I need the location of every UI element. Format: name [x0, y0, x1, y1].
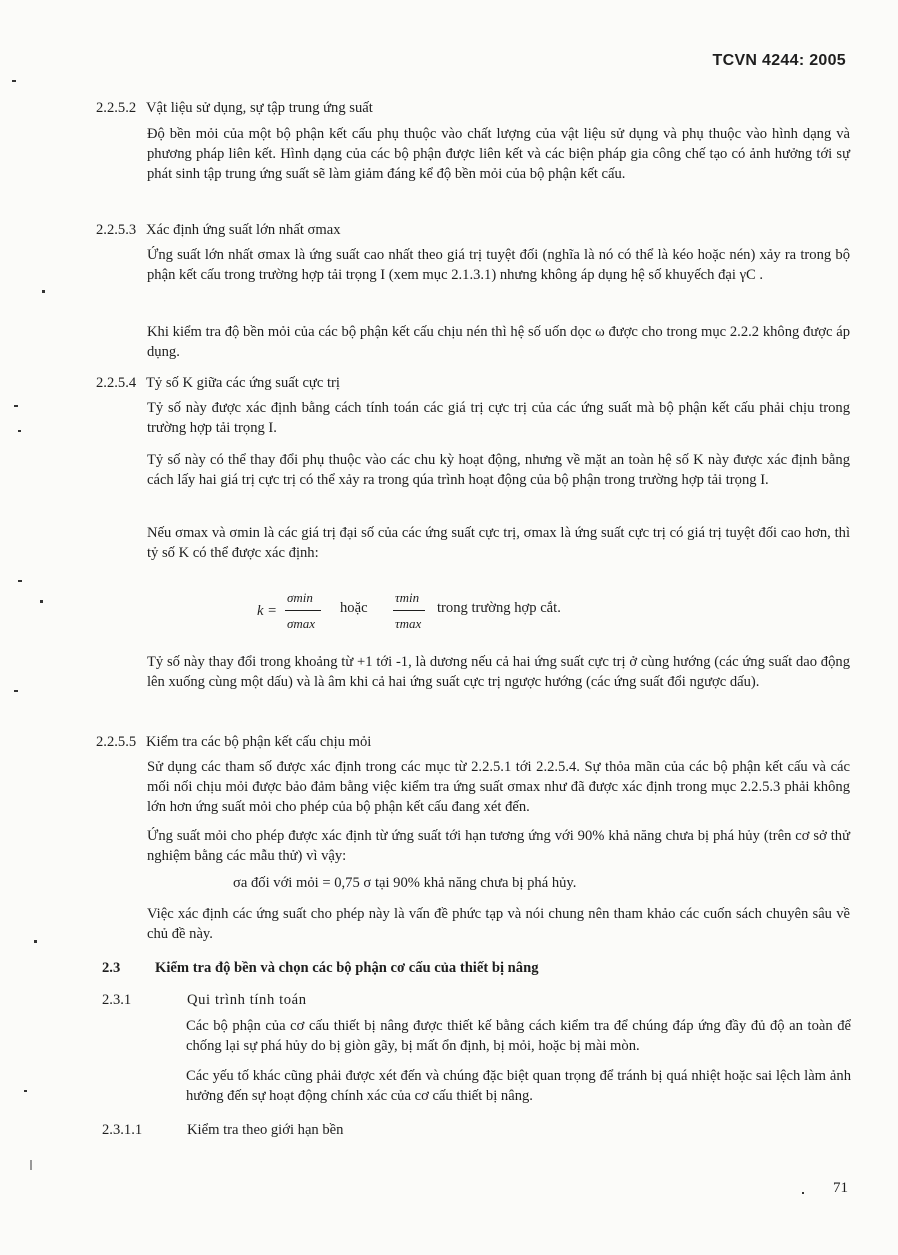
paragraph: Tỷ số này có thể thay đổi phụ thuộc vào các chu kỳ hoạt động, nhưng về mặt an toàn hệ số K này được xác định bằng cách lấy hai giá trị cực trị có thể xảy ra trong qúa trình hoạt động của bộ phận trong trường hợp tải trọng I. — [147, 452, 850, 488]
scan-speck — [40, 600, 43, 603]
formula-k — [257, 590, 677, 644]
paragraph: Các bộ phận của cơ cấu thiết bị nâng được thiết kế bằng cách kiểm tra để chúng đáp ứng đầy đủ độ an toàn để chống lại sự phá hủy do bị giòn gãy, bị mất ổn định, bị mỏi, hoặc bị mài mòn. — [186, 1018, 851, 1054]
formula-lhs: k = — [257, 603, 277, 619]
scan-speck — [12, 80, 16, 82]
scan-speck — [18, 580, 22, 582]
formula-denominator-sigma: σmax — [287, 616, 316, 631]
section-title: Xác định ứng suất lớn nhất σmax — [146, 222, 341, 238]
scan-speck — [14, 690, 18, 692]
section-number: 2.3 — [102, 960, 121, 976]
fraction-bar — [285, 610, 321, 611]
section-title: Qui trình tính toán — [187, 992, 307, 1008]
formula-numerator-sigma: σmin — [287, 590, 313, 605]
paragraph: Sử dụng các tham số được xác định trong các mục từ 2.2.5.1 tới 2.2.5.4. Sự thỏa mãn của các bộ phận kết cấu và các mối nối chịu mỏi được bảo đảm bằng việc kiểm tra ứng suất σmax như đã được xác định trong mục 2.2.5.3 phải không lớn hơn ứng suất mỏi cho phép của bộ phận kết cấu đang xét đến. — [147, 759, 850, 815]
section-number: 2.2.5.2 — [96, 100, 137, 116]
section-number: 2.2.5.5 — [96, 734, 137, 750]
section-title: Kiểm tra các bộ phận kết cấu chịu mỏi — [146, 734, 372, 750]
paragraph: Việc xác định các ứng suất cho phép này là vấn đề phức tạp và nói chung nên tham khảo các cuốn sách chuyên sâu về chủ đề này. — [147, 906, 850, 942]
paragraph: Độ bền mỏi của một bộ phận kết cấu phụ thuộc vào chất lượng của vật liệu sử dụng và phụ thuộc vào hình dạng và phương pháp liên kết. Hình dạng của các bộ phận được liên kết và các biện pháp gia công chế tạo có ảnh hưởng tới sự phát sinh tập trung ứng suất sẽ làm giảm đáng kể độ bền mỏi của bộ phận kết cấu. — [147, 126, 850, 182]
section-title: Vật liệu sử dụng, sự tập trung ứng suất — [146, 100, 373, 116]
scan-speck — [42, 290, 45, 293]
section-title: Kiểm tra độ bền và chọn các bộ phận cơ cấu của thiết bị nâng — [155, 960, 539, 976]
paragraph: Tỷ số này thay đổi trong khoảng từ +1 tới -1, là dương nếu cả hai ứng suất cực trị ở cùng hướng (các ứng suất dao động lên xuống cùng một dấu) và là âm khi cả hai ứng suất cực trị ngược hướng (các ứng suất đổi ngược dấu). — [147, 654, 850, 690]
paragraph: Ứng suất mỏi cho phép được xác định từ ứng suất tới hạn tương ứng với 90% khả năng chưa bị phá hủy (trên cơ sở thử nghiệm bằng các mẫu thử) vì vậy: — [147, 828, 850, 864]
formula-tail: trong trường hợp cắt. — [437, 600, 561, 616]
paragraph: Nếu σmax và σmin là các giá trị đại số của các ứng suất cực trị, σmax là ứng suất cực trị có giá trị tuyệt đối cao hơn, thì tỷ số K có thể được xác định: — [147, 525, 850, 561]
paragraph: Ứng suất lớn nhất σmax là ứng suất cao nhất theo giá trị tuyệt đối (nghĩa là nó có thể là kéo hoặc nén) xảy ra trong bộ phận kết cấu trong trường hợp tải trọng I (xem mục 2.1.3.1) nhưng không áp dụng hệ số khuyếch đại γC . — [147, 247, 850, 283]
fraction-bar — [393, 610, 425, 611]
paragraph: Các yếu tố khác cũng phải được xét đến và chúng đặc biệt quan trọng để tránh bị quá nhiệt hoặc sai lệch làm ảnh hưởng đến sự hoạt động chính xác của cơ cấu thiết bị nâng. — [186, 1068, 851, 1104]
paragraph: Tỷ số này được xác định bằng cách tính toán các giá trị cực trị của các ứng suất mà bộ phận kết cấu phải chịu trong trường hợp tải trọng I. — [147, 400, 850, 436]
scan-speck — [802, 1192, 804, 1194]
page-number: 71 — [833, 1180, 848, 1196]
document-header: TCVN 4244: 2005 — [712, 52, 846, 69]
section-number: 2.2.5.4 — [96, 375, 137, 391]
scan-speck — [34, 940, 37, 943]
section-number: 2.3.1 — [102, 992, 132, 1008]
scan-speck — [30, 1160, 32, 1170]
scan-speck — [18, 430, 21, 432]
section-title: Tỷ số K giữa các ứng suất cực trị — [146, 375, 340, 391]
formula-numerator-tau: τmin — [395, 590, 420, 605]
section-number: 2.3.1.1 — [102, 1122, 143, 1138]
formula-connector: hoặc — [340, 600, 368, 616]
formula-denominator-tau: τmax — [395, 616, 422, 631]
paragraph: Khi kiểm tra độ bền mỏi của các bộ phận kết cấu chịu nén thì hệ số uốn dọc ω được cho trong mục 2.2.2 không được áp dụng. — [147, 324, 850, 360]
scan-speck — [24, 1090, 27, 1092]
equation-line: σa đối với mỏi = 0,75 σ tại 90% khả năng chưa bị phá hủy. — [233, 875, 577, 891]
section-number: 2.2.5.3 — [96, 222, 137, 238]
section-title: Kiểm tra theo giới hạn bền — [187, 1122, 344, 1138]
scan-speck — [14, 405, 18, 407]
